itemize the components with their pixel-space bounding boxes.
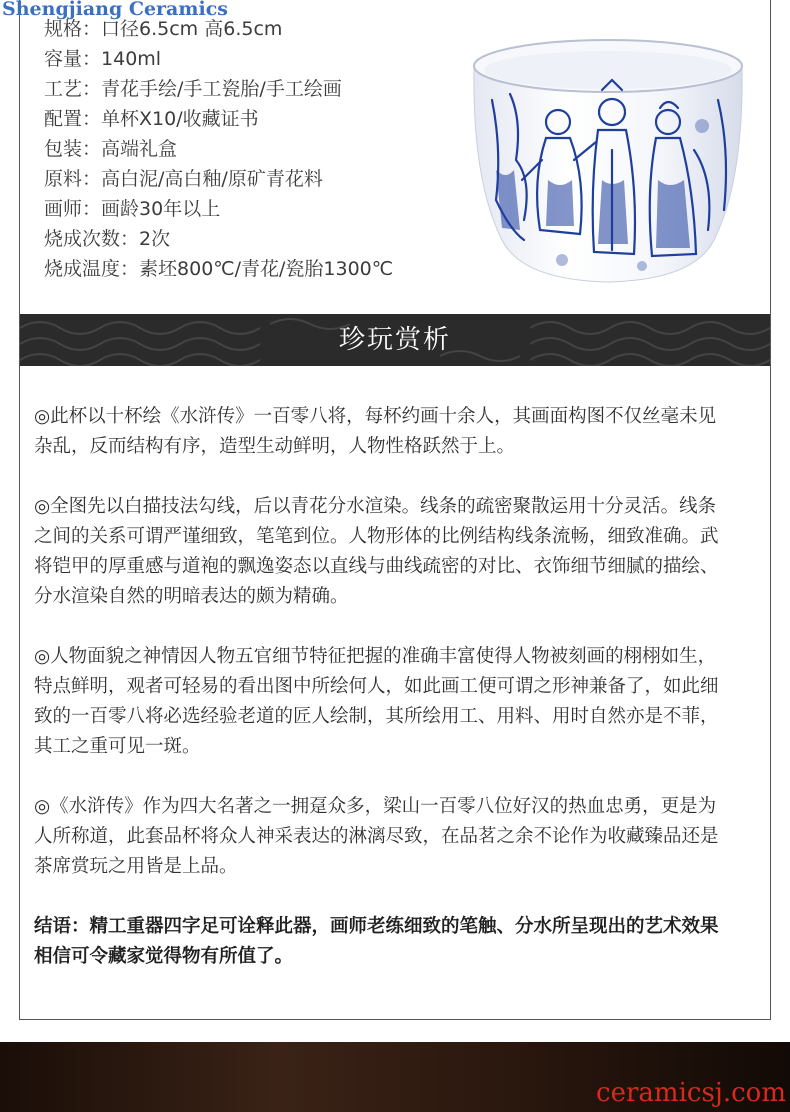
conclusion-text: 结语：精工重器四字足可诠释此器，画师老练细致的笔触、分水所呈现出的艺术效果相信可令藏家觉得物有所值了。: [34, 916, 719, 967]
paragraph-story: ◎《水浒传》作为四大名著之一拥趸众多，梁山一百零八位好汉的热血忠勇，更是为人所称道，此套品杯将众人神采表达的淋漓尽致，在品茗之余不论作为收藏臻品还是茶席赏玩之用皆是上品。: [34, 796, 719, 877]
spec-value: 2次: [139, 228, 171, 250]
spec-label: 规格：: [44, 18, 102, 40]
spec-configuration: [44, 104, 393, 134]
spec-value: 单杯X10/收藏证书: [101, 108, 259, 130]
spec-firing-temperature: [44, 254, 393, 284]
watermark-url-bottom: ceramicsj.com: [596, 1078, 786, 1108]
spec-value: 素坯800℃/青花/瓷胎1300℃: [139, 258, 394, 280]
spec-value: 青花手绘/手工瓷胎/手工绘画: [101, 78, 342, 100]
spec-value: 口径6.5cm 高6.5cm: [101, 18, 283, 40]
spec-label: 容量：: [44, 48, 102, 70]
product-cup-image: [462, 30, 754, 300]
spec-label: 配置：: [44, 108, 102, 130]
paragraph-composition: ◎此杯以十杯绘《水浒传》一百零八将，每杯约画十余人，其画面构图不仅丝毫未见杂乱，反而结构有序，造型生动鲜明，人物性格跃然于上。: [34, 406, 717, 457]
spec-list: [44, 14, 393, 284]
section-banner: [20, 314, 770, 366]
blue-white-cup-illustration: [462, 30, 754, 300]
spec-painter: [44, 194, 393, 224]
spec-packaging: [44, 134, 393, 164]
spec-value: 画龄30年以上: [101, 198, 221, 220]
spec-capacity: [44, 44, 393, 74]
spec-label: 工艺：: [44, 78, 102, 100]
paragraph-expression: ◎人物面貌之神情因人物五官细节特征把握的准确丰富使得人物被刻画的栩栩如生，特点鲜明，观者可轻易的看出图中所绘何人，如此画工便可谓之形神兼备了，如此细致的一百零八将必选经验老道的匠人绘制，其所绘用工、用料、用时自然亦是不菲，其工之重可见一斑。: [34, 646, 719, 757]
spec-craft: [44, 74, 393, 104]
spec-label: 烧成次数：: [44, 228, 140, 250]
paragraph-technique: ◎全图先以白描技法勾线，后以青花分水渲染。线条的疏密聚散运用十分灵活。线条之间的关系可谓严谨细致，笔笔到位。人物形体的比例结构线条流畅，细致准确。武将铠甲的厚重感与道袍的飘逸姿态以直线与曲线疏密的对比、衣饰细节细腻的描绘、分水渲染自然的明暗表达的颇为精确。: [34, 496, 719, 607]
spec-value: 140ml: [101, 48, 162, 70]
watermark-logo-top: Shengjiang Ceramics: [2, 0, 228, 20]
spec-label: 烧成温度：: [44, 258, 140, 280]
spec-value: 高白泥/高白釉/原矿青花料: [101, 168, 323, 190]
spec-materials: [44, 164, 393, 194]
spec-firing-count: [44, 224, 393, 254]
spec-label: 包装：: [44, 138, 102, 160]
spec-label: 原料：: [44, 168, 102, 190]
spec-value: 高端礼盒: [101, 138, 178, 160]
section-title: 珍玩赏析: [338, 325, 451, 355]
spec-size: [44, 14, 393, 44]
spec-label: 画师：: [44, 198, 102, 220]
